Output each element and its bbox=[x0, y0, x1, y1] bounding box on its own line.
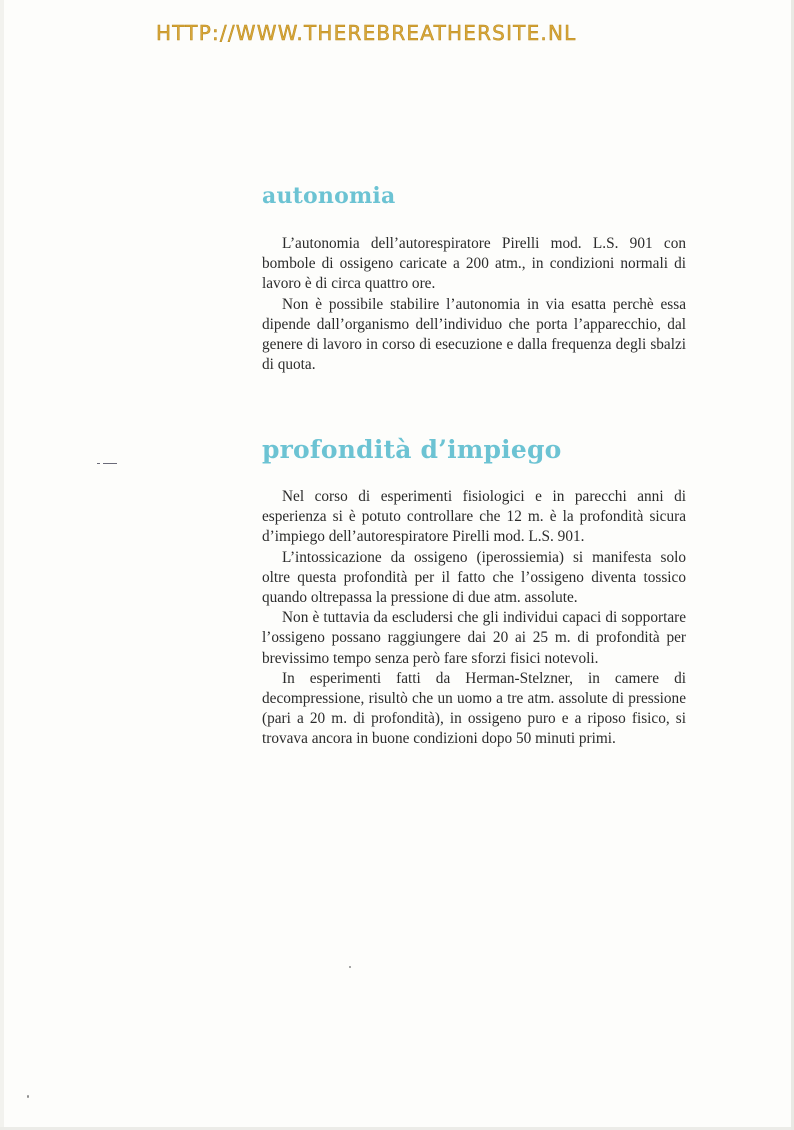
section-body-profondita bbox=[262, 487, 686, 750]
paragraph: L’autonomia dell’autorespiratore Pirelli mod. L.S. 901 con bombole di ossigeno caricate a 200 atm., in condizioni normali di lavoro è di circa quattro ore. bbox=[262, 235, 686, 293]
site-watermark: HTTP://WWW.THEREBREATHERSITE.NL bbox=[156, 21, 577, 45]
paragraph: Non è tuttavia da escludersi che gli individui capaci di sopportare l’ossigeno possano raggiungere dai 20 ai 25 m. di profondità per brevissimo tempo senza però fare sforzi fisici notevoli. bbox=[262, 609, 686, 667]
paragraph: Non è possibile stabilire l’autonomia in via esatta perchè essa dipende dall’organismo dell’individuo che porta l’apparecchio, dal genere di lavoro in corso di esecuzione e dalla frequenza degli sbalzi di quota. bbox=[262, 295, 686, 374]
paragraph: In esperimenti fatti da Herman-Stelzner, in camere di decompressione, risultò che un uomo a tre atm. assolute di pressione (pari a 20 m. di profondità), in ossigeno puro e a riposo fisico, si trovava ancora in buone condizioni dopo 50 minuti primi. bbox=[262, 669, 686, 748]
section-title-profondita: profondità d’impiego bbox=[262, 435, 562, 464]
section-body-autonomia bbox=[262, 234, 686, 375]
page-left-edge bbox=[0, 0, 4, 1130]
section-title-autonomia: autonomia bbox=[262, 183, 396, 209]
stray-ink-mark bbox=[97, 462, 119, 466]
paragraph: Nel corso di esperimenti fisiologici e in parecchi anni di esperienza si è potuto controllare che 12 m. è la profondità sicura d’impiego dell’autorespiratore Pirelli mod. L.S. 901. bbox=[262, 488, 686, 546]
paper-speck bbox=[349, 966, 351, 968]
paper-speck bbox=[27, 1095, 29, 1098]
paragraph: L’intossicazione da ossigeno (iperossiemia) si manifesta solo oltre questa profondità per il fatto che l’ossigeno diventa tossico quando oltrepassa la pressione di due atm. assolute. bbox=[262, 548, 686, 607]
